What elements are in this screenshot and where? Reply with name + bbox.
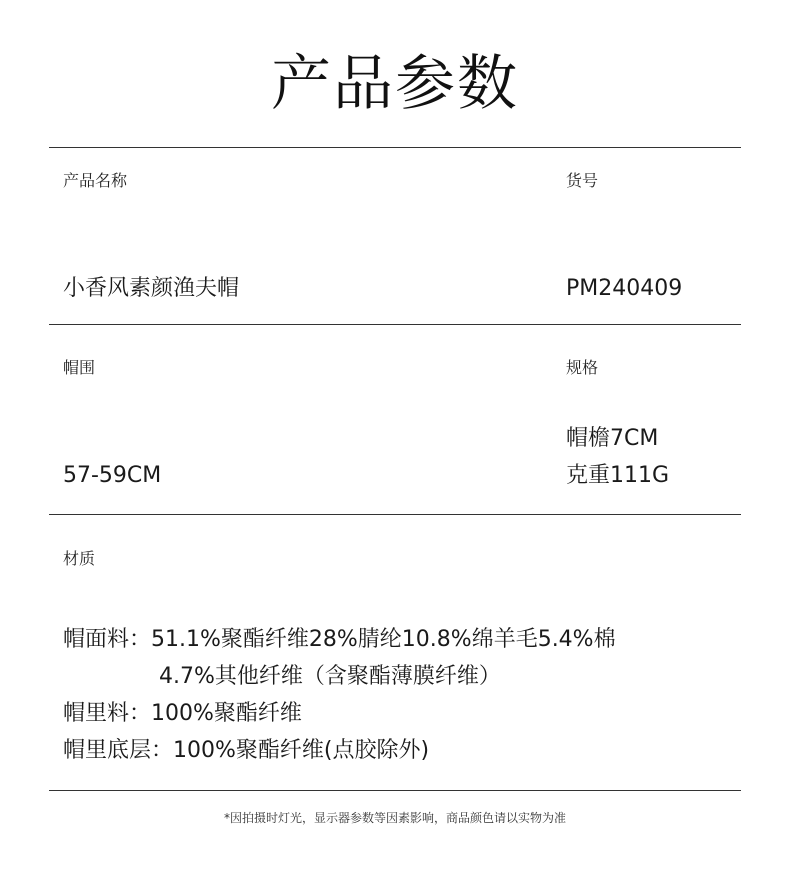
material-lining-line [63,695,302,732]
material-base-key: 帽里底层： [63,738,174,763]
divider-1 [49,324,741,325]
spec-brim-value: 帽檐7CM [566,426,659,451]
sku-label: 货号 [566,171,599,190]
material-outer-value: 51.1%聚酯纤维28%腈纶10.8%绵羊毛5.4%棉 [151,627,616,652]
material-outer-continuation: 4.7%其他纤维（含聚酯薄膜纤维） [159,664,501,689]
spec-label: 规格 [566,358,599,377]
material-lining-value: 100%聚酯纤维 [151,701,302,726]
material-base-value: 100%聚酯纤维(点胶除外) [173,738,430,763]
disclaimer-footnote: *因拍摄时灯光，显示器参数等因素影响，商品颜色请以实物为准 [223,811,566,825]
material-outer-line [63,621,616,658]
product-name-label: 产品名称 [63,171,128,190]
sku-value: PM240409 [566,276,683,301]
product-name-value: 小香风素颜渔夫帽 [63,276,240,301]
circumference-value: 57-59CM [63,463,162,488]
divider-top [49,147,741,148]
divider-2 [49,514,741,515]
spec-weight-value: 克重111G [566,463,670,488]
material-lining-key: 帽里料： [63,701,152,726]
circumference-label: 帽围 [63,358,96,377]
material-base-line [63,732,429,769]
material-outer-key: 帽面料： [63,627,152,652]
material-label: 材质 [63,549,96,568]
page-title: 产品参数 [271,49,519,119]
divider-bottom [49,790,741,791]
